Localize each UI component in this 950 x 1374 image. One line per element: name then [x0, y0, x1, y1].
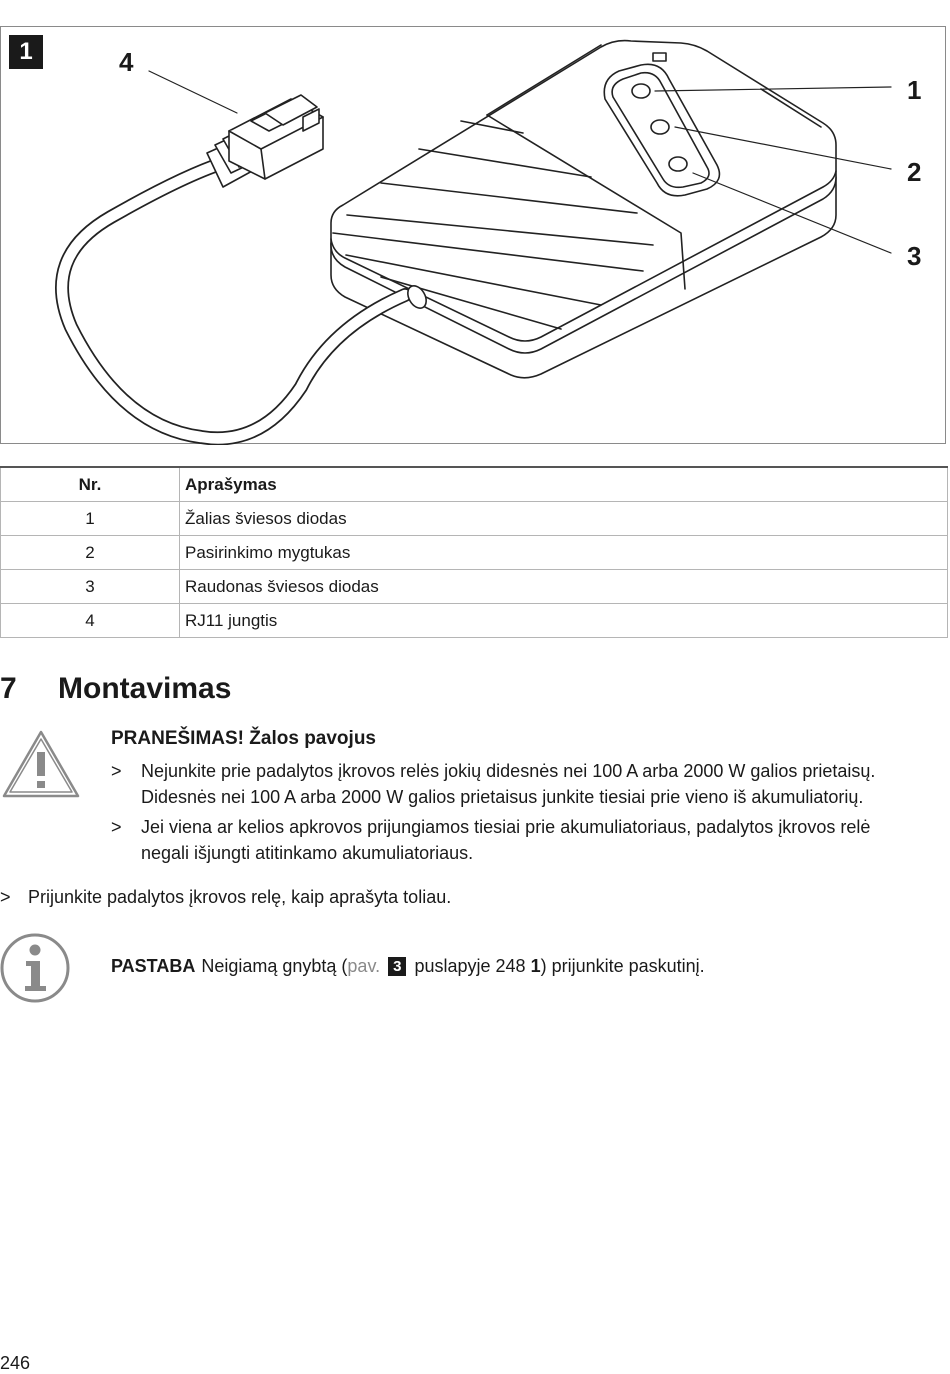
warning-item [111, 758, 941, 810]
row-description: Raudonas šviesos diodas [180, 570, 948, 604]
led-green [632, 84, 650, 98]
note-text-before: Neigiamą gnybtą ( [201, 956, 348, 976]
callout-2: 2 [907, 157, 922, 187]
row-nr: 2 [1, 536, 180, 570]
step-mark: > [0, 887, 11, 907]
note-label: PASTABA [111, 956, 196, 976]
row-description: Žalias šviesos diodas [180, 502, 948, 536]
row-nr: 4 [1, 604, 180, 638]
row-nr: 3 [1, 570, 180, 604]
device-figure [0, 26, 946, 444]
section-number: 7 [0, 672, 17, 705]
page-number: 246 [0, 1353, 31, 1373]
table-row [1, 604, 948, 638]
legend-table [0, 466, 948, 638]
warning-triangle-icon [0, 728, 82, 800]
rj11-plug [207, 95, 323, 187]
header-description: Aprašymas [180, 467, 948, 502]
table-row [1, 502, 948, 536]
note-text-after: ) prijunkite paskutinį. [540, 956, 705, 976]
section-title-text: Montavimas [58, 672, 232, 705]
table-header-row [1, 467, 948, 502]
device-top [331, 41, 836, 353]
relay-illustration [1, 27, 947, 445]
table-row [1, 570, 948, 604]
warning-title: PRANEŠIMAS! Žalos pavojus [111, 728, 376, 749]
callout-4: 4 [119, 47, 134, 77]
warning-item-line: negali išjungti atitinkamo akumuliatoriaus. [141, 843, 474, 863]
section-heading [0, 672, 231, 706]
note-text [111, 956, 705, 977]
led-red [669, 157, 687, 171]
callout-1: 1 [907, 75, 922, 105]
info-icon [0, 932, 72, 1004]
figure-reference-badge: 3 [388, 957, 406, 976]
note-text-mid: puslapyje 248 [409, 956, 531, 976]
figure-number-badge: 1 [9, 35, 43, 69]
select-button [651, 120, 669, 134]
info-note [0, 932, 950, 1004]
header-nr: Nr. [1, 467, 180, 502]
step-text: Prijunkite padalytos įkrovos relę, kaip aprašyta toliau. [28, 887, 452, 907]
warning-item [111, 814, 941, 866]
row-description: Pasirinkimo mygtukas [180, 536, 948, 570]
note-ref-item: 1 [530, 956, 541, 976]
figure-reference-link[interactable]: pav. [347, 956, 381, 976]
warning-item-line: Jei viena ar kelios apkrovos prijungiamos tiesiai prie akumuliatoriaus, padalytos įkrovos relė [141, 817, 871, 837]
bullet-mark: > [111, 817, 122, 837]
instruction-step [0, 884, 451, 910]
warning-item-line: Didesnės nei 100 A arba 2000 W galios prietaisus junkite tiesiai prie vieno iš akumuliatorių. [141, 787, 864, 807]
row-nr: 1 [1, 502, 180, 536]
row-description: RJ11 jungtis [180, 604, 948, 638]
table-row [1, 536, 948, 570]
callout-3: 3 [907, 241, 922, 271]
warning-item-line: Nejunkite prie padalytos įkrovos relės jokių didesnės nei 100 A arba 2000 W galios prietaisų. [141, 761, 876, 781]
bullet-mark: > [111, 761, 122, 781]
